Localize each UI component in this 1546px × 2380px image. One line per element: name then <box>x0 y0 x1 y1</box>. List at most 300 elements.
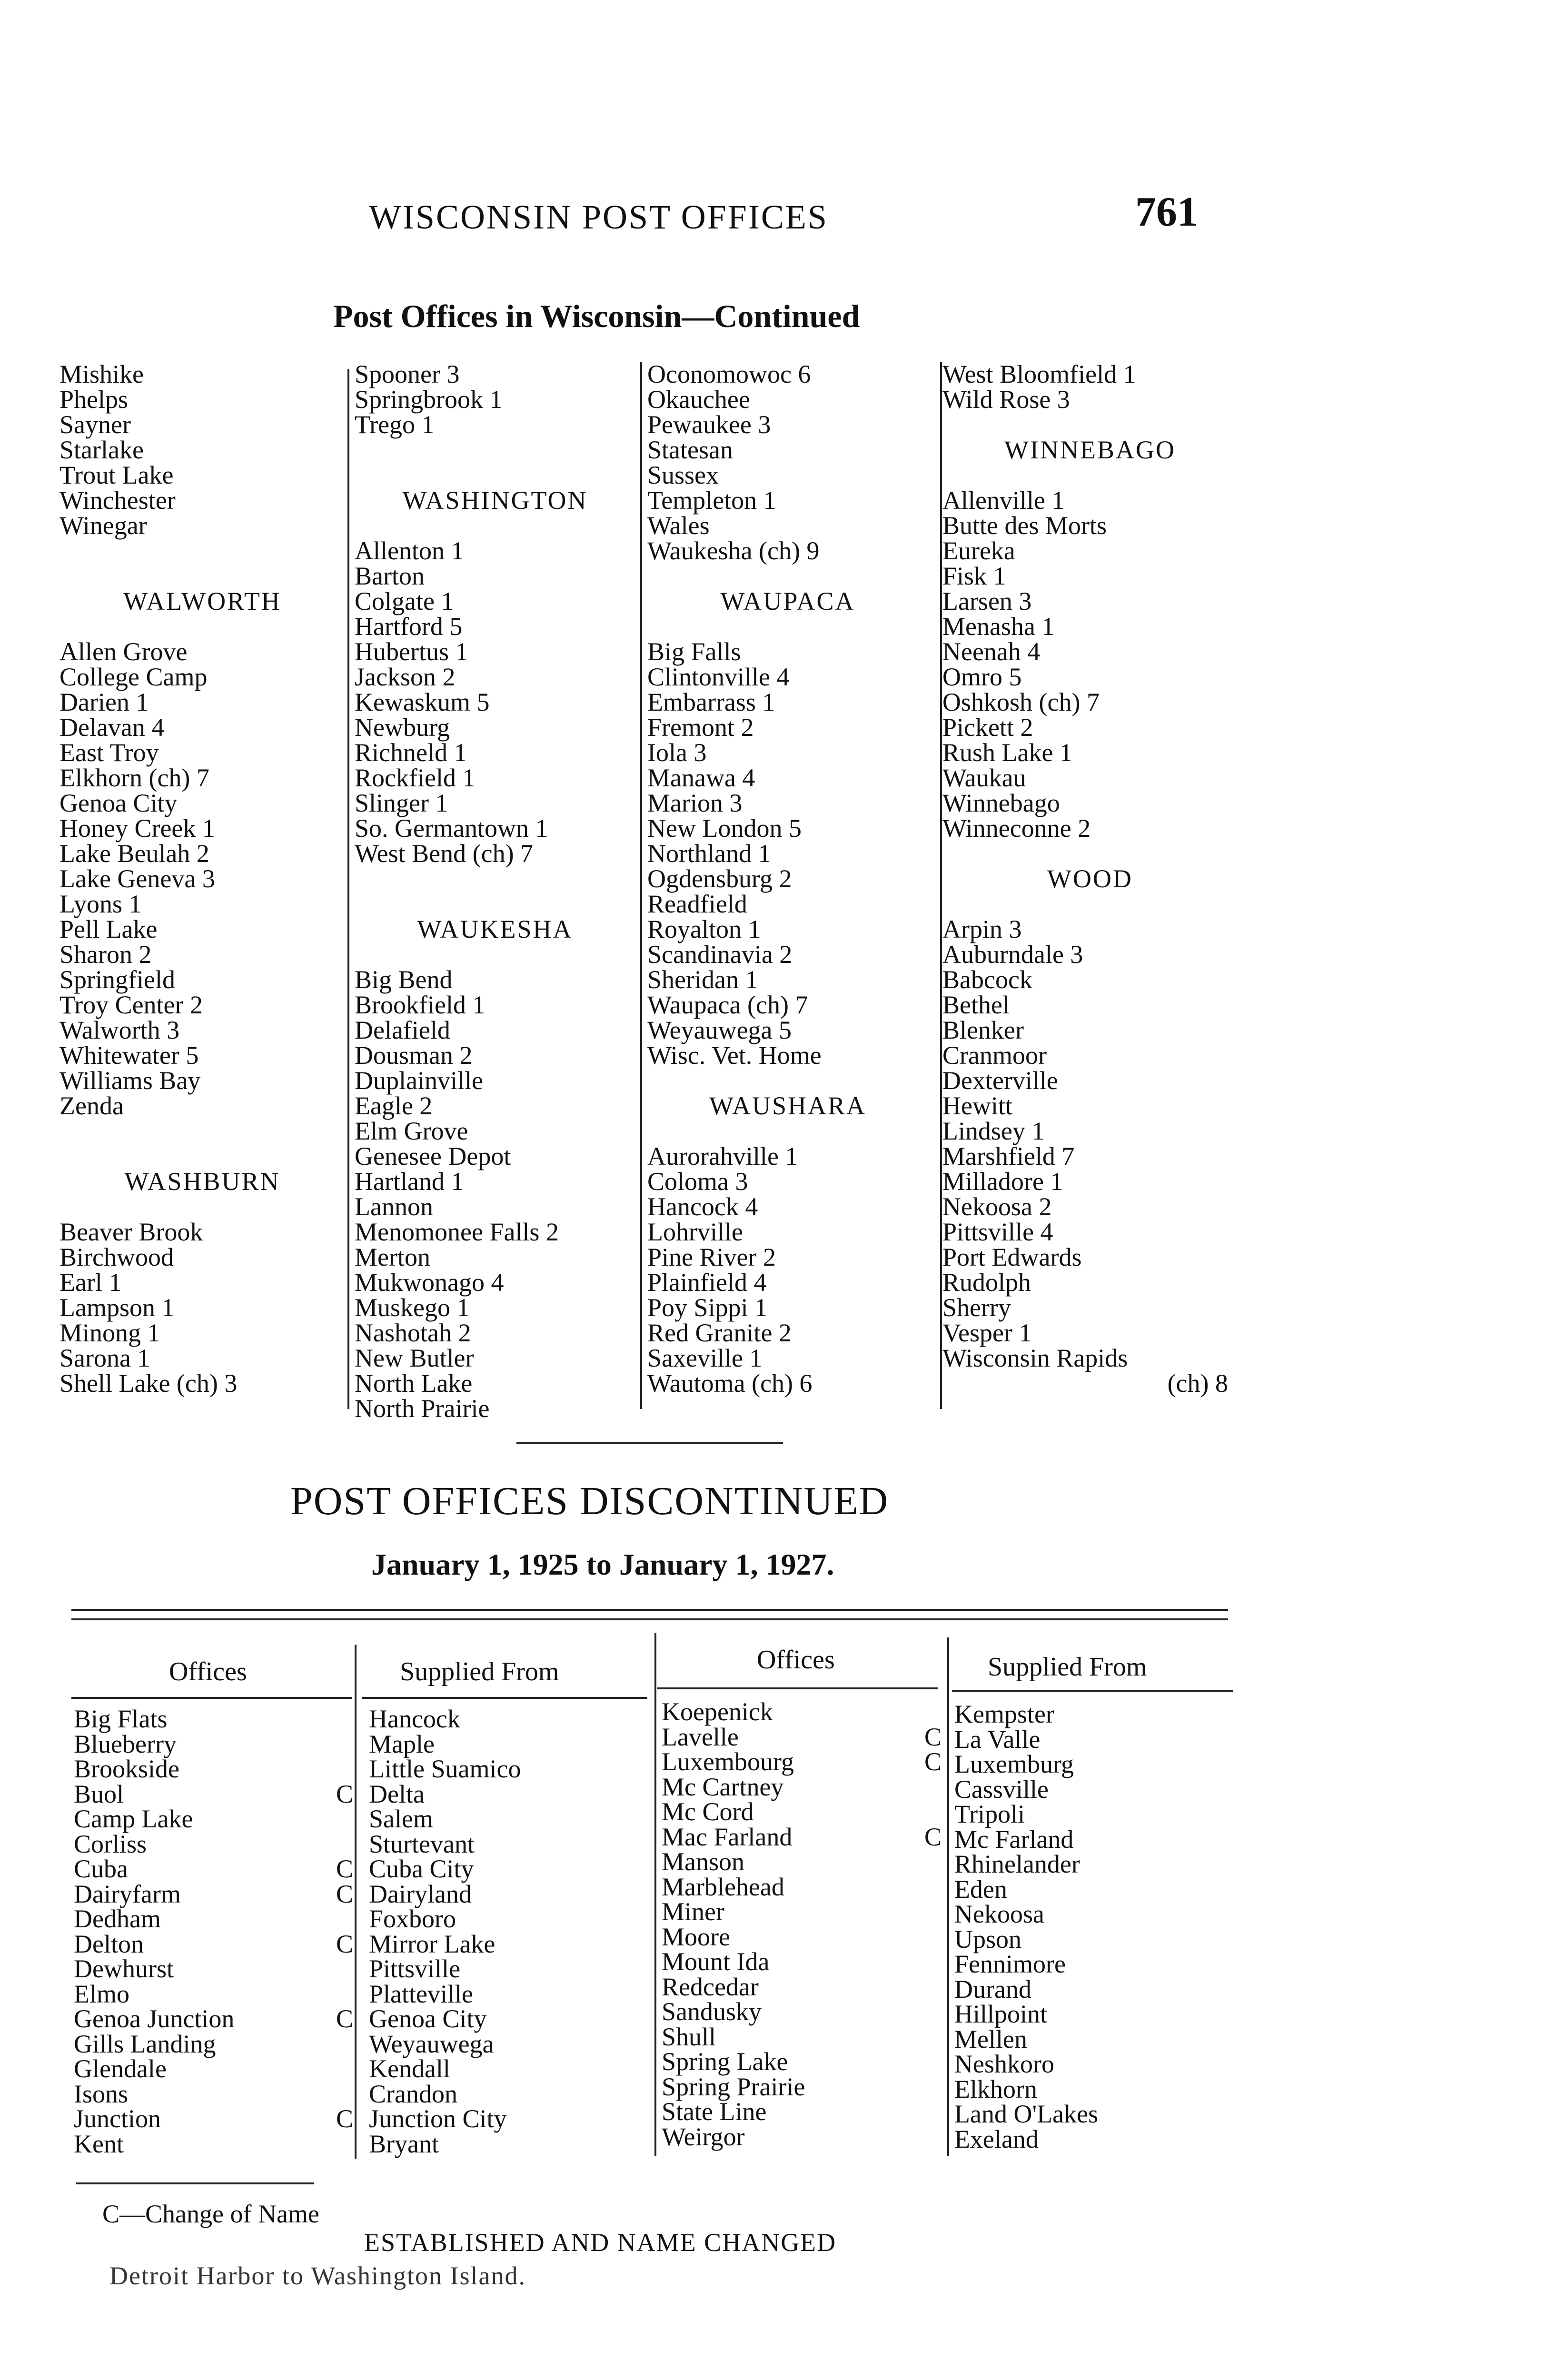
post-office-entry: Elkhorn (ch) 7 <box>59 764 209 792</box>
post-office-entry: Genoa City <box>59 789 178 817</box>
column-divider <box>940 362 942 1409</box>
post-office-entry: Omro 5 <box>942 663 1022 691</box>
post-office-entry: Mishike <box>59 360 144 388</box>
post-office-entry: Allenville 1 <box>942 486 1065 515</box>
post-office-entry: Sharon 2 <box>59 940 152 969</box>
post-office-entry: Lake Geneva 3 <box>59 864 215 893</box>
post-office-entry: Winnebago <box>942 789 1060 817</box>
supplied-from-office: Cassville <box>954 1775 1049 1804</box>
supplied-from-office: Little Suamico <box>369 1755 521 1783</box>
change-of-name-flag: C <box>336 1929 354 1958</box>
post-office-entry: Pine River 2 <box>647 1243 776 1271</box>
supplied-from-office: Sturtevant <box>369 1829 475 1858</box>
supplied-from-office: Kendall <box>369 2054 450 2083</box>
post-office-entry: Dexterville <box>942 1066 1058 1095</box>
left-offices-column <box>74 1706 340 2156</box>
post-office-entry: Big Falls <box>647 637 741 666</box>
blank-line <box>942 841 1238 866</box>
post-office-entry: Royalton 1 <box>647 915 761 943</box>
post-office-entry: Auburndale 3 <box>942 940 1083 969</box>
post-office-entry: Babcock <box>942 965 1032 994</box>
footnote: C—Change of Name <box>102 2200 319 2228</box>
discontinued-office: Delton <box>74 1929 144 1958</box>
post-office-entry: College Camp <box>59 663 208 691</box>
post-office-entry: Hartland 1 <box>355 1167 464 1196</box>
post-office-entry: (ch) 8 <box>1167 1369 1228 1398</box>
post-office-entry: Elm Grove <box>355 1117 468 1145</box>
change-of-name-flag <box>336 1982 355 2007</box>
blank-line <box>355 513 635 538</box>
post-office-entry: Trego 1 <box>355 410 435 439</box>
change-of-name-flag <box>336 1906 355 1932</box>
change-of-name-flag: C <box>336 2004 354 2033</box>
discontinued-office: Marblehead <box>662 1872 784 1901</box>
supplied-from-office: Tripoli <box>954 1800 1025 1828</box>
post-office-entry: Nekoosa 2 <box>942 1192 1052 1221</box>
supplied-from-office: Mirror Lake <box>369 1929 496 1958</box>
post-office-entry: Big Bend <box>355 965 453 994</box>
discontinued-office: Big Flats <box>74 1705 168 1733</box>
discontinued-office: Moore <box>662 1922 730 1951</box>
discontinued-office: Genoa Junction <box>74 2004 235 2033</box>
post-office-entry: Sussex <box>647 461 719 489</box>
post-office-entry: Pewaukee 3 <box>647 410 771 439</box>
supplied-from-office: Crandon <box>369 2079 457 2108</box>
post-office-entry: Birchwood <box>59 1243 174 1271</box>
supplied-from-office: Foxboro <box>369 1904 456 1933</box>
column-2 <box>355 362 635 1421</box>
change-of-name-flag: C <box>924 1747 942 1776</box>
post-office-entry: Coloma 3 <box>647 1167 748 1196</box>
post-office-entry: East Troy <box>59 738 159 767</box>
post-office-entry: North Prairie <box>355 1394 490 1423</box>
header-supplied-right: Supplied From <box>988 1652 1147 1682</box>
discontinued-office: Sandusky <box>662 1997 762 2026</box>
post-office-entry: Waukesha (ch) 9 <box>647 536 820 565</box>
table-top-rule-2 <box>71 1618 1228 1620</box>
post-office-entry: Pickett 2 <box>942 713 1033 742</box>
post-office-entry: Oconomowoc 6 <box>647 360 811 388</box>
post-office-entry: Barton <box>355 562 425 590</box>
discontinued-office: Spring Lake <box>662 2047 788 2076</box>
post-office-entry: Clintonville 4 <box>647 663 790 691</box>
change-of-name-flag <box>924 1874 943 1900</box>
discontinued-office: Spring Prairie <box>662 2072 805 2101</box>
change-of-name-flag <box>336 2132 355 2157</box>
post-office-entry: Mukwonago 4 <box>355 1268 504 1297</box>
change-of-name-flag <box>924 1775 943 1800</box>
post-office-entry: Beaver Brook <box>59 1218 203 1246</box>
post-office-entry: Marshfield 7 <box>942 1142 1075 1170</box>
change-of-name-flag: C <box>336 1779 354 1808</box>
post-office-entry: Hancock 4 <box>647 1192 758 1221</box>
supplied-from-office: Platteville <box>369 1979 473 2008</box>
post-office-entry: Earl 1 <box>59 1268 122 1297</box>
post-office-entry: Merton <box>355 1243 430 1271</box>
discontinued-office: Koepenick <box>662 1697 773 1726</box>
discontinued-office: Brookside <box>74 1755 179 1783</box>
post-office-entry: Cranmoor <box>942 1041 1047 1070</box>
post-office-entry: Poy Sippi 1 <box>647 1293 768 1322</box>
supplied-from-office: Land O'Lakes <box>954 2100 1099 2128</box>
header-supplied-left: Supplied From <box>400 1657 559 1686</box>
post-office-entry: Port Edwards <box>942 1243 1082 1271</box>
county-heading: WALWORTH <box>123 587 281 615</box>
table-divider <box>654 1633 656 2156</box>
left-flags-column <box>336 1706 355 2156</box>
change-of-name-flag <box>336 1832 355 1857</box>
blank-line <box>355 437 635 463</box>
discontinued-office: Buol <box>74 1779 124 1808</box>
discontinued-office: Elmo <box>74 1979 129 2008</box>
post-office-entry: Plainfield 4 <box>647 1268 767 1297</box>
post-office-entry: Marion 3 <box>647 789 743 817</box>
post-office-entry: Wales <box>647 511 710 540</box>
post-office-entry: Saxeville 1 <box>647 1344 763 1372</box>
change-of-name-flag <box>336 1732 355 1757</box>
supplied-from-office: Hancock <box>369 1705 460 1733</box>
county-heading: WINNEBAGO <box>1004 436 1176 464</box>
blank-line <box>59 1119 345 1144</box>
post-office-entry: Weyauwega 5 <box>647 1016 792 1044</box>
post-office-entry: Nashotah 2 <box>355 1319 471 1347</box>
blank-line <box>355 942 635 967</box>
header-offices-right: Offices <box>757 1645 835 1675</box>
blank-line <box>59 614 345 639</box>
post-office-entry: Waukau <box>942 764 1026 792</box>
post-office-entry: Blenker <box>942 1016 1024 1044</box>
header-offices-left: Offices <box>169 1657 247 1686</box>
discontinued-office: Corliss <box>74 1829 147 1858</box>
column-divider <box>347 369 349 1409</box>
discontinued-office: Blueberry <box>74 1729 177 1758</box>
post-office-entry: Lampson 1 <box>59 1293 175 1322</box>
post-office-entry: Whitewater 5 <box>59 1041 199 1070</box>
discontinued-office: Redcedar <box>662 1972 759 2001</box>
discontinued-date-range: January 1, 1925 to January 1, 1927. <box>371 1547 834 1581</box>
change-of-name-flag <box>336 2032 355 2057</box>
header-rule <box>657 1687 938 1689</box>
supplied-from-office: La Valle <box>954 1725 1041 1754</box>
post-office-entry: Embarrass 1 <box>647 688 775 716</box>
post-office-entry: Ogdensburg 2 <box>647 864 792 893</box>
column-4 <box>942 362 1238 1396</box>
right-offices-column <box>662 1699 923 2149</box>
discontinued-office: Shull <box>662 2022 716 2051</box>
post-office-entry: Trout Lake <box>59 461 174 489</box>
post-office-entry: Manawa 4 <box>647 764 755 792</box>
post-office-entry: Shell Lake (ch) 3 <box>59 1369 238 1398</box>
header-rule <box>952 1690 1233 1692</box>
blank-line <box>942 892 1238 917</box>
county-heading: WAUSHARA <box>709 1091 867 1120</box>
supplied-from-office: Exeland <box>954 2124 1039 2153</box>
post-office-entry: Brookfield 1 <box>355 991 486 1019</box>
post-office-entry: Minong 1 <box>59 1319 160 1347</box>
county-heading: WAUPACA <box>720 587 855 615</box>
table-divider <box>947 1637 949 2156</box>
change-of-name-flag <box>924 2049 943 2074</box>
discontinued-office: Manson <box>662 1847 744 1876</box>
county-heading: WAUKESHA <box>417 915 573 943</box>
discontinued-office: Mc Cord <box>662 1797 754 1826</box>
post-office-entry: Lake Beulah 2 <box>59 839 209 868</box>
change-of-name-flag <box>924 1699 943 1725</box>
supplied-from-office: Rhinelander <box>954 1850 1080 1878</box>
post-office-entry: Northland 1 <box>647 839 771 868</box>
discontinued-office: Miner <box>662 1897 724 1926</box>
post-office-entry: Jackson 2 <box>355 663 456 691</box>
supplied-from-office: Eden <box>954 1874 1007 1904</box>
change-of-name-flag: C <box>924 1722 942 1751</box>
blank-line <box>355 866 635 892</box>
blank-line <box>942 412 1238 437</box>
change-of-name-flag <box>924 1899 943 1924</box>
county-heading: WASHBURN <box>124 1167 280 1196</box>
post-office-entry: Delafield <box>355 1016 450 1044</box>
column-1 <box>59 362 345 1396</box>
post-office-entry: Pittsville 4 <box>942 1218 1053 1246</box>
supplied-from-office: Mellen <box>954 2024 1027 2053</box>
discontinued-office: Camp Lake <box>74 1805 193 1833</box>
change-of-name-flag <box>924 2024 943 2050</box>
change-of-name-flag <box>924 1974 943 2000</box>
blank-line <box>59 1144 345 1169</box>
post-office-entry: Milladore 1 <box>942 1167 1063 1196</box>
post-office-entry: Waupaca (ch) 7 <box>647 991 808 1019</box>
post-office-entry: Scandinavia 2 <box>647 940 793 969</box>
post-office-entry: Dousman 2 <box>355 1041 473 1070</box>
post-office-entry: Allenton 1 <box>355 536 464 565</box>
discontinued-office: Weirgor <box>662 2122 745 2151</box>
change-of-name-flag <box>924 1999 943 2024</box>
discontinued-office: State Line <box>662 2097 767 2126</box>
change-of-name-flag <box>336 1806 355 1832</box>
post-office-entry: Springbrook 1 <box>355 385 503 414</box>
post-office-entry: Delavan 4 <box>59 713 165 742</box>
post-office-entry: West Bloomfield 1 <box>942 360 1136 388</box>
blank-line <box>59 564 345 589</box>
change-of-name-flag <box>336 2056 355 2082</box>
post-office-entry: Sayner <box>59 410 131 439</box>
post-office-entry: Starlake <box>59 436 144 464</box>
supplied-from-office: Hillpoint <box>954 2000 1048 2028</box>
page-number: 761 <box>1135 189 1198 235</box>
post-office-entry: Duplainville <box>355 1066 483 1095</box>
post-office-entry: West Bend (ch) 7 <box>355 839 534 868</box>
supplied-from-office: Weyauwega <box>369 2029 494 2058</box>
supplied-from-office: Maple <box>369 1729 435 1758</box>
discontinued-office: Cuba <box>74 1854 128 1883</box>
supplied-from-office: Nekoosa <box>954 1900 1044 1928</box>
supplied-from-office: Upson <box>954 1924 1022 1954</box>
post-office-entry: Colgate 1 <box>355 587 454 615</box>
post-office-entry: Muskego 1 <box>355 1293 470 1322</box>
supplied-from-office: Pittsville <box>369 1954 461 1983</box>
blank-line <box>942 463 1238 488</box>
discontinued-office: Mac Farland <box>662 1822 793 1851</box>
column-divider <box>640 362 642 1409</box>
post-office-entry: Slinger 1 <box>355 789 448 817</box>
post-office-entry: Rudolph <box>942 1268 1031 1297</box>
post-office-entry: Sarona 1 <box>59 1344 150 1372</box>
change-of-name-flag <box>924 1924 943 1950</box>
change-of-name-flag <box>924 2074 943 2100</box>
post-office-entry: Darien 1 <box>59 688 149 716</box>
running-head-title: WISCONSIN POST OFFICES <box>369 198 828 236</box>
post-office-entry: Lohrville <box>647 1218 743 1246</box>
change-of-name-flag <box>924 2124 943 2150</box>
established-text: Detroit Harbor to Washington Island. <box>109 2261 526 2290</box>
supplied-from-office: Neshkoro <box>954 2050 1054 2078</box>
supplied-from-office: Luxemburg <box>954 1750 1074 1778</box>
post-office-entry: Allen Grove <box>59 637 188 666</box>
change-of-name-flag <box>924 2099 943 2124</box>
post-office-entry: So. Germantown 1 <box>355 814 548 843</box>
post-office-entry: Genesee Depot <box>355 1142 511 1170</box>
change-of-name-flag <box>924 1949 943 1974</box>
post-office-entry: Rockfield 1 <box>355 764 476 792</box>
post-office-entry: Zenda <box>59 1091 124 1120</box>
left-supplied-column <box>369 1706 650 2156</box>
supplied-from-office: Dairyland <box>369 1879 472 1908</box>
supplied-from-office: Durand <box>954 1974 1031 2003</box>
discontinued-office: Lavelle <box>662 1722 739 1751</box>
supplied-from-office: Kempster <box>954 1700 1054 1728</box>
supplied-from-office: Genoa City <box>369 2004 487 2033</box>
post-office-entry: Williams Bay <box>59 1066 201 1095</box>
discontinued-office: Mc Cartney <box>662 1772 784 1801</box>
post-office-entry: Winchester <box>59 486 176 515</box>
post-office-entry: Bethel <box>942 991 1010 1019</box>
post-office-entry: Wisc. Vet. Home <box>647 1041 822 1070</box>
post-office-entry: Neenah 4 <box>942 637 1041 666</box>
discontinued-office: Luxembourg <box>662 1747 794 1776</box>
supplied-from-office: Salem <box>369 1805 433 1833</box>
post-office-entry: Walworth 3 <box>59 1016 180 1044</box>
discontinued-office: Kent <box>74 2129 124 2158</box>
post-office-entry: Statesan <box>647 436 733 464</box>
post-office-entry: Winneconne 2 <box>942 814 1091 843</box>
header-rule <box>71 1697 352 1699</box>
post-office-entry: Vesper 1 <box>942 1319 1032 1347</box>
post-office-entry: North Lake <box>355 1369 473 1398</box>
footnote-rule <box>76 2182 314 2184</box>
post-office-entry: Winegar <box>59 511 147 540</box>
post-office-entry: Springfield <box>59 965 175 994</box>
supplied-from-office: Mc Farland <box>954 1825 1074 1854</box>
change-of-name-flag <box>336 1756 355 1782</box>
post-office-entry: Templeton 1 <box>647 486 776 515</box>
post-office-entry: Lindsey 1 <box>942 1117 1045 1145</box>
section-subtitle: Post Offices in Wisconsin—Continued <box>333 298 860 334</box>
post-office-entry: Larsen 3 <box>942 587 1032 615</box>
blank-line <box>355 892 635 917</box>
post-office-entry: Fremont 2 <box>647 713 754 742</box>
post-office-entry: Richneld 1 <box>355 738 467 767</box>
post-office-entry: Readfield <box>647 890 747 918</box>
discontinued-office: Gills Landing <box>74 2029 216 2058</box>
post-office-entry: Hubertus 1 <box>355 637 468 666</box>
post-office-entry: New Butler <box>355 1344 474 1372</box>
change-of-name-flag: C <box>336 1854 354 1883</box>
discontinued-office: Junction <box>74 2104 161 2133</box>
change-of-name-flag <box>336 1956 355 1982</box>
post-office-entry: Sheridan 1 <box>647 965 758 994</box>
post-office-entry: Wisconsin Rapids <box>942 1344 1128 1372</box>
post-office-entry: Butte des Morts <box>942 511 1107 540</box>
blank-line <box>647 1119 928 1144</box>
supplied-from-office: Cuba City <box>369 1854 474 1883</box>
post-office-entry: Eagle 2 <box>355 1091 433 1120</box>
post-office-entry: Wild Rose 3 <box>942 385 1070 414</box>
post-office-entry: Arpin 3 <box>942 915 1022 943</box>
post-office-entry: Red Granite 2 <box>647 1319 792 1347</box>
county-heading: WASHINGTON <box>402 486 588 515</box>
discontinued-title: POST OFFICES DISCONTINUED <box>290 1479 889 1523</box>
discontinued-office: Glendale <box>74 2054 167 2083</box>
post-office-entry: Okauchee <box>647 385 750 414</box>
post-office-entry: Wautoma (ch) 6 <box>647 1369 813 1398</box>
discontinued-office: Dairyfarm <box>74 1879 181 1908</box>
change-of-name-flag <box>924 1849 943 1874</box>
change-of-name-flag: C <box>336 1879 354 1908</box>
post-office-entry: Phelps <box>59 385 129 414</box>
blank-line <box>647 1068 928 1093</box>
table-top-rule <box>71 1609 1228 1611</box>
supplied-from-office: Fennimore <box>954 1950 1066 1978</box>
supplied-from-office: Elkhorn <box>954 2074 1037 2103</box>
change-of-name-flag: C <box>336 2104 354 2133</box>
discontinued-office: Dedham <box>74 1904 161 1933</box>
post-office-entry: Iola 3 <box>647 738 707 767</box>
blank-line <box>59 1194 345 1220</box>
post-office-entry: Menasha 1 <box>942 612 1055 641</box>
post-office-entry: Aurorahville 1 <box>647 1142 798 1170</box>
post-office-entry: Menomonee Falls 2 <box>355 1218 559 1246</box>
blank-line <box>59 538 345 564</box>
discontinued-office: Isons <box>74 2079 129 2108</box>
blank-line <box>355 463 635 488</box>
supplied-from-office: Bryant <box>369 2129 439 2158</box>
post-office-entry: Pell Lake <box>59 915 158 943</box>
change-of-name-flag <box>336 1706 355 1732</box>
post-office-entry: Kewaskum 5 <box>355 688 490 716</box>
post-office-entry: Hewitt <box>942 1091 1012 1120</box>
post-office-entry: Newburg <box>355 713 450 742</box>
post-office-entry: Lyons 1 <box>59 890 142 918</box>
post-office-entry: Hartford 5 <box>355 612 463 641</box>
post-office-entry: New London 5 <box>647 814 802 843</box>
post-office-entry: Spooner 3 <box>355 360 460 388</box>
post-office-entry: Lannon <box>355 1192 433 1221</box>
right-flags-column <box>924 1699 943 2149</box>
column-3 <box>647 362 928 1396</box>
header-rule <box>362 1697 647 1699</box>
post-office-entry: Oshkosh (ch) 7 <box>942 688 1100 716</box>
post-office-entry: Troy Center 2 <box>59 991 203 1019</box>
discontinued-office: Dewhurst <box>74 1954 174 1983</box>
discontinued-office: Mount Ida <box>662 1947 770 1976</box>
post-office-entry: Honey Creek 1 <box>59 814 215 843</box>
post-office-entry: Rush Lake 1 <box>942 738 1072 767</box>
supplied-from-office: Junction City <box>369 2104 507 2133</box>
supplied-from-office: Delta <box>369 1779 425 1808</box>
blank-line <box>647 614 928 639</box>
post-office-entry: Fisk 1 <box>942 562 1006 590</box>
established-heading: ESTABLISHED AND NAME CHANGED <box>364 2228 837 2257</box>
right-supplied-column <box>954 1702 1235 2152</box>
